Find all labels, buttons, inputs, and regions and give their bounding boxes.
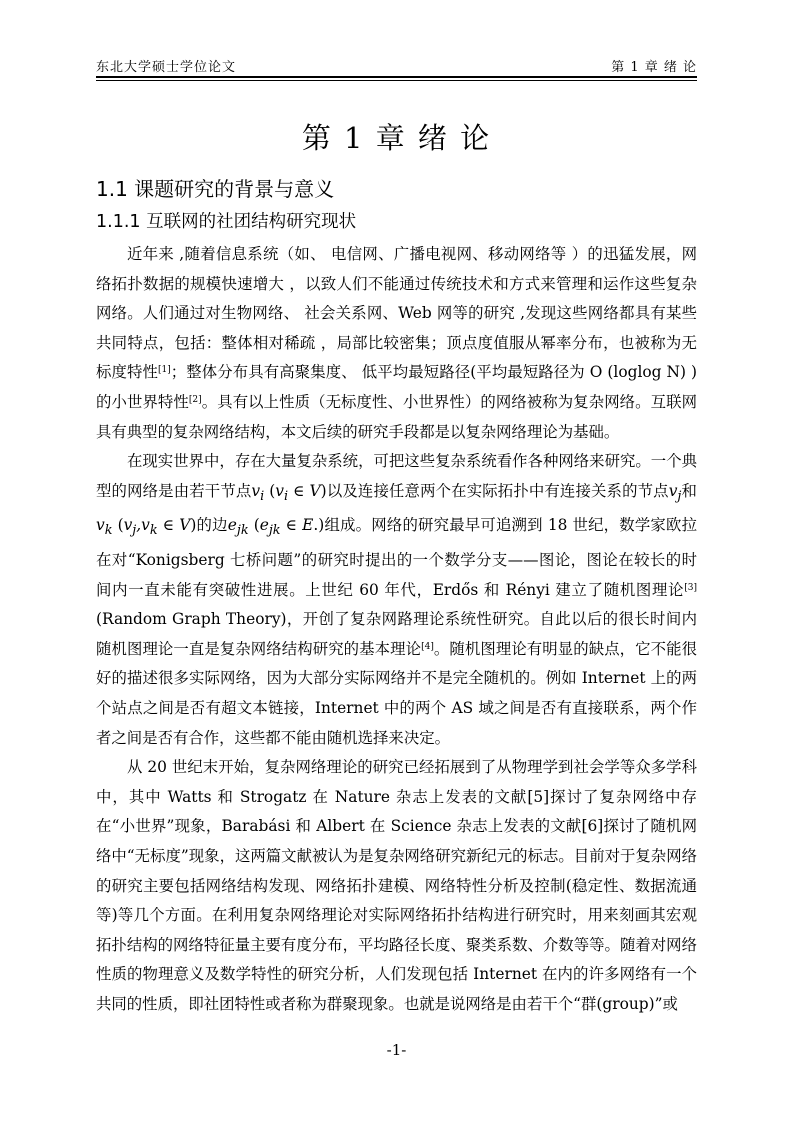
math-ejk: e bbox=[259, 516, 269, 535]
math-sub: k bbox=[104, 523, 113, 539]
math-sub: j bbox=[132, 523, 137, 539]
p2-text-j: 。随机图理论有明显的缺点，它不能很好的描述很多实际网络，因为大部分实际网络并不是完全随机的。例如 Internet 上的两个站点之间是否有超文本链接，Internet 中的两个 AS 域之间是否有直接联系，两个作者之间是否有合作，这些都不能由随机选择来决定。 bbox=[96, 639, 697, 747]
p2-text-i: (Random Graph Theory)，开创了复杂网路理论系统性研究。自此以后的很长时间内随机图理论一直是复杂网络结构研究的基本理论 bbox=[96, 610, 697, 658]
p2-text-e: ( bbox=[112, 516, 124, 535]
math-in-v: ∈ V bbox=[157, 516, 191, 535]
math-vi: v bbox=[275, 481, 284, 500]
citation-2: [2] bbox=[188, 394, 202, 405]
citation-3: [3] bbox=[684, 582, 697, 593]
section-heading: 1.1 课题研究的背景与意义 bbox=[96, 177, 335, 201]
math-sub: jk bbox=[236, 523, 249, 539]
page-number: -1- bbox=[386, 1041, 407, 1059]
math-sub: i bbox=[260, 488, 265, 504]
p1-text-c: 。具有以上性质（无标度性、小世界性）的网络被称为复杂网络。互联网具有典型的复杂网络结构，本文后续的研究手段都是以复杂网络理论为基础。 bbox=[96, 392, 697, 441]
p2-text-a: 在现实世界中，存在大量复杂系统，可把这些复杂系统看作各种网络来研究。一个典型的网络是由若干节点 bbox=[96, 452, 697, 500]
math-in-e: ∈ E bbox=[280, 516, 314, 535]
p1-text-b: ；整体分布具有高聚集度、 低平均最短路径(平均最短路径为 O (loglog N) ) 的小世界特性 bbox=[96, 363, 697, 411]
header-divider bbox=[96, 80, 697, 81]
math-vi: v bbox=[251, 481, 261, 500]
math-ejk: e bbox=[227, 516, 237, 535]
p1-text-a: 近年来 ,随着信息系统（如、 电信网、广播电视网、移动网络等 ）的迅猛发展，网络拓扑数据的规模快速增大 ，以致人们不能通过传统技术和方式来管理和运作这些复杂网络。人们通过对生物网络、 社会关系网、Web 网等的研究 ,发现这些网络都具有某些共同特点，包括：整体相对稀疏 ，局部比较密集；顶点度值服从幂率分布，也被称为无标度特性 bbox=[96, 245, 697, 382]
math-sub: j bbox=[677, 488, 682, 504]
math-comma: ,v bbox=[136, 516, 150, 535]
header-chapter: 第 1 章 绪 论 bbox=[611, 60, 697, 75]
subsection-heading: 1.1.1 互联网的社团结构研究现状 bbox=[96, 212, 357, 232]
math-in-v: ∈ V bbox=[288, 481, 321, 500]
page-header bbox=[96, 52, 697, 78]
math-sub: k bbox=[149, 523, 158, 539]
citation-1: [1] bbox=[158, 365, 171, 376]
math-vk: v bbox=[96, 516, 105, 535]
math-sub: i bbox=[283, 488, 289, 504]
body-text bbox=[96, 240, 697, 1020]
citation-4: [4] bbox=[421, 641, 434, 652]
chapter-title: 第 1 章 绪 论 bbox=[301, 121, 492, 155]
math-vj: v bbox=[668, 481, 678, 500]
header-thesis-title: 东北大学硕士学位论文 bbox=[96, 60, 237, 75]
p2-text-g: ( bbox=[248, 516, 260, 535]
math-vjvk: v bbox=[123, 516, 133, 535]
p2-text-c: )以及连接任意两个在实际拓扑中有连接关系的节点 bbox=[320, 481, 669, 500]
math-sub: jk bbox=[268, 523, 281, 539]
p2-text-b: ( bbox=[264, 481, 276, 500]
p2-text-d: 和 bbox=[681, 481, 697, 500]
p2-text-h: .)组成。网络的研究最早可追溯到 18 世纪，数学家欧拉在对“Konigsberg 七桥问题”的研究时提出的一个数学分支——图论，图论在较长的时间内一直未能有突破性进展。上世纪 60 年代，Erdős 和 Rényi 建立了随机图理论 bbox=[96, 516, 698, 599]
paragraph-1 bbox=[96, 240, 697, 447]
paragraph-2 bbox=[96, 447, 697, 753]
paragraph-3: 从 20 世纪末开始，复杂网络理论的研究已经拓展到了从物理学到社会学等众多学科中，其中 Watts 和 Strogatz 在 Nature 杂志上发表的文献[5]探讨了复杂网络中存在“小世界”现象，Barabási 和 Albert 在 Science 杂志上发表的文献[6]探讨了随机网络中“无标度”现象，这两篇文献被认为是复杂网络研究新纪元的标志。目前对于复杂网络的研究主要包括网络结构发现、网络拓扑建模、网络特性分析及控制(稳定性、数据流通等)等几个方面。在利用复杂网络理论对实际网络拓扑结构进行研究时，用来刻画其宏观拓扑结构的网络特征量主要有度分布，平均路径长度、聚类系数、介数等等。随着对网络性质的物理意义及数学特性的研究分析，人们发现包括 Internet 在内的许多网络有一个共同的性质，即社团特性或者称为群聚现象。也就是说网络是由若干个“群(group)”或 bbox=[96, 758, 697, 1013]
p2-text-f: )的边 bbox=[190, 516, 228, 535]
